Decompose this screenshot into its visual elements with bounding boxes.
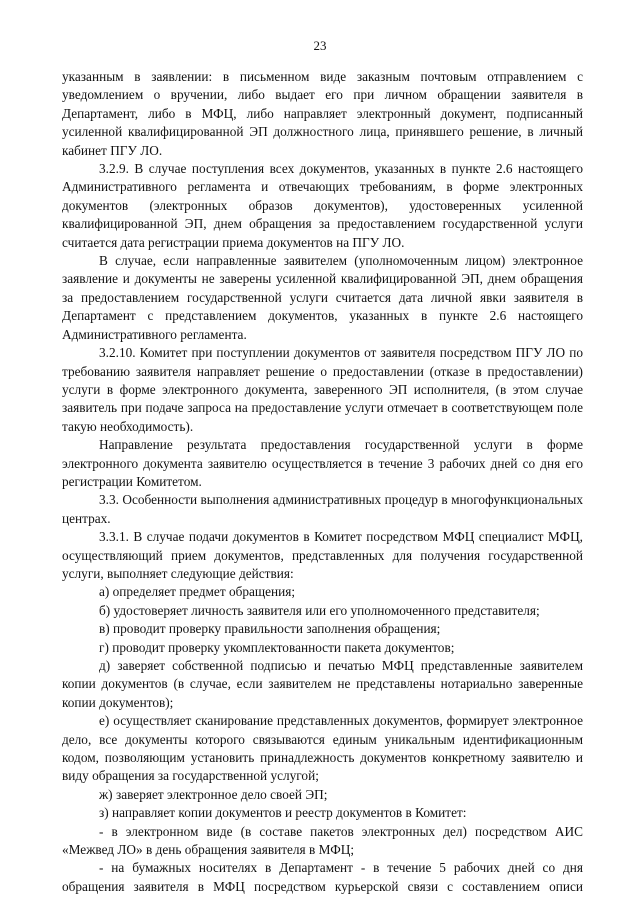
paragraph-3-3-1: 3.3.1. В случае подачи документов в Комитет посредством МФЦ специалист МФЦ, осуществляющий прием документов, представленных для получения государственной услуги, выполняет следующие действия:	[62, 529, 583, 581]
list-item-zh: ж) заверяет электронное дело своей ЭП;	[99, 786, 328, 802]
list-item-b: б) удостоверяет личность заявителя или его уполномоченного представителя;	[99, 602, 540, 618]
document-body	[62, 68, 583, 896]
dash-item-paper: - на бумажных носителях в Департамент - в течение 5 рабочих дней со дня обращения заявителя в МФЦ посредством курьерской связи с составлением описи	[62, 860, 583, 894]
paragraph-3-2-10: 3.2.10. Комитет при поступлении документов от заявителя посредством ПГУ ЛО по требованию заявителя направляет решение о предоставлении (отказе в предоставлении) услуги в форме электронного документа, заверенного ЭП исполнителя, (в этом случае заявитель при подаче запроса на предоставление услуги отмечает в соответствующем поле такую необходимость).	[62, 345, 583, 434]
list-item-a: а) определяет предмет обращения;	[99, 584, 296, 600]
page-number: 23	[313, 38, 327, 53]
paragraph-3-2-9: 3.2.9. В случае поступления всех документов, указанных в пункте 2.6 настоящего Административного регламента и отвечающих требованиям, в форме электронных документов (электронных образов документов), удостоверенных усиленной квалифицированной ЭП, днем обращения за предоставлением государственной услуги считается дата регистрации приема документов на ПГУ ЛО.	[62, 161, 583, 250]
list-item-d: д) заверяет собственной подписью и печатью МФЦ представленные заявителем копии документов (в случае, если заявителем не представлены нотариально заверенные копии документов);	[62, 658, 583, 710]
list-item-e: е) осуществляет сканирование представленных документов, формирует электронное дело, все документы которого связываются единым уникальным идентификационным кодом, позволяющим установить принадлежность документов конкретному заявителю и виду обращения за государственной услугой;	[62, 713, 583, 784]
dash-item-electronic: - в электронном виде (в составе пакетов электронных дел) посредством АИС «Межвед ЛО» в день обращения заявителя в МФЦ;	[62, 823, 583, 858]
section-heading-3-3: 3.3. Особенности выполнения административных процедур в многофункциональных центрах.	[62, 492, 583, 526]
list-item-v: в) проводит проверку правильности заполнения обращения;	[99, 621, 441, 637]
paragraph-electronic-result: Направление результата предоставления государственной услуги в форме электронного документа заявителю осуществляется в течение 3 рабочих дней со дня его регистрации Комитетом.	[62, 437, 583, 489]
list-item-g: г) проводит проверку укомплектованности пакета документов;	[99, 639, 455, 655]
paragraph-result-delivery: указанным в заявлении: в письменном виде заказным почтовым отправлением с уведомлением о вручении, либо выдает его при личном обращении заявителя в Департамент, либо в МФЦ, либо направляет электронный документ, подписанный усиленной квалифицированной ЭП должностного лица, принявшего решение, в личный кабинет ПГУ ЛО.	[62, 69, 583, 158]
list-item-z: з) направляет копии документов и реестр документов в Комитет:	[99, 805, 467, 821]
paragraph-unsigned-documents: В случае, если направленные заявителем (уполномоченным лицом) электронное заявление и документы не заверены усиленной квалифицированной ЭП, днем обращения за предоставлением государственной услуги считается дата личной явки заявителя в Департамент с представлением документов, указанных в пункте 2.6 настоящего Административного регламента.	[62, 253, 583, 342]
